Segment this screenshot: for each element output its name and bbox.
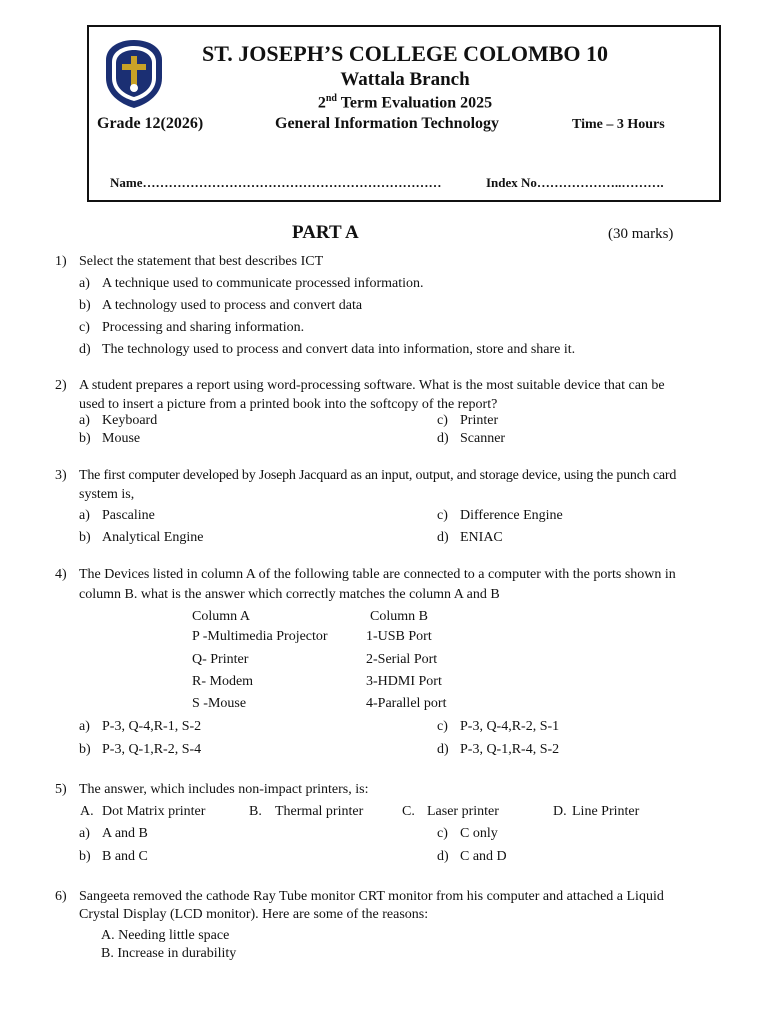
column-a-header: Column A — [192, 609, 250, 624]
option-label: c) — [437, 508, 448, 523]
option-text: C and D — [460, 849, 507, 864]
option-label: c) — [437, 719, 448, 734]
option-label: a) — [79, 826, 90, 841]
question-text: system is, — [79, 487, 135, 502]
question-text: Crystal Display (LCD monitor). Here are some of the reasons: — [79, 907, 429, 922]
subject-label: General Information Technology — [275, 115, 500, 132]
option-text: C only — [460, 826, 498, 841]
question-number: 3) — [55, 468, 67, 483]
option-text: Difference Engine — [460, 508, 563, 523]
option-text: A technique used to communicate processed information. — [102, 276, 424, 291]
option-label: a) — [79, 413, 90, 428]
option-label: b) — [79, 849, 91, 864]
question-text: column B. what is the answer which correctly matches the column A and B — [79, 587, 500, 602]
column-b-cell: 2-Serial Port — [366, 652, 438, 667]
part-marks: (30 marks) — [608, 226, 674, 242]
option-label: b) — [79, 298, 91, 313]
option-label: a) — [79, 276, 90, 291]
option-text: Processing and sharing information. — [102, 320, 305, 335]
item-label: B. — [249, 804, 262, 819]
option-text: Pascaline — [102, 508, 155, 523]
option-label: d) — [437, 742, 449, 757]
grade-label: Grade 12(2026) — [97, 115, 204, 132]
option-label: d) — [437, 431, 449, 446]
question-text: The Devices listed in column A of the following table are connected to a computer with the ports shown in — [79, 567, 676, 582]
option-text: P-3, Q-1,R-4, S-2 — [460, 742, 560, 757]
school-name: ST. JOSEPH’S COLLEGE COLOMBO 10 — [201, 41, 609, 66]
question-text: Select the statement that best describes ICT — [79, 254, 324, 269]
option-label: a) — [79, 719, 90, 734]
part-title: PART A — [292, 222, 359, 243]
index-field: Index No………………..………. — [486, 175, 664, 190]
option-text: Keyboard — [102, 413, 158, 428]
item-text: Dot Matrix printer — [102, 804, 206, 819]
option-label: b) — [79, 431, 91, 446]
reason-item: B. Increase in durability — [101, 946, 237, 961]
column-a-cell: P -Multimedia Projector — [192, 629, 328, 644]
option-text: P-3, Q-4,R-2, S-1 — [460, 719, 560, 734]
option-text: B and C — [102, 849, 148, 864]
option-text: Scanner — [460, 431, 506, 446]
option-label: c) — [437, 413, 448, 428]
column-a-cell: R- Modem — [192, 674, 254, 689]
option-label: b) — [79, 530, 91, 545]
question-text: used to insert a picture from a printed book into the softcopy of the report? — [79, 397, 498, 412]
option-text: Printer — [460, 413, 499, 428]
item-text: Thermal printer — [275, 804, 364, 819]
option-text: A technology used to process and convert data — [102, 298, 363, 313]
item-text: Line Printer — [572, 804, 640, 819]
option-text: A and B — [102, 826, 148, 841]
question-text: Sangeeta removed the cathode Ray Tube monitor CRT monitor from his computer and attached a Liquid — [79, 889, 664, 904]
question-text: A student prepares a report using word-processing software. What is the most suitable device that can be — [79, 378, 665, 393]
item-label: D. — [553, 804, 567, 819]
term-title: 2nd Term Evaluation 2025 — [317, 93, 493, 112]
time-label: Time – 3 Hours — [572, 117, 665, 132]
name-field: Name…………………………………………………………… — [110, 175, 442, 190]
item-label: A. — [80, 804, 94, 819]
reason-item: A. Needing little space — [101, 928, 230, 943]
option-label: d) — [437, 530, 449, 545]
question-number: 5) — [55, 782, 67, 797]
option-label: d) — [79, 342, 91, 357]
question-number: 6) — [55, 889, 67, 904]
item-text: Laser printer — [427, 804, 499, 819]
option-text: Mouse — [102, 431, 141, 446]
option-text: Analytical Engine — [102, 530, 204, 545]
question-number: 4) — [55, 567, 67, 582]
option-label: b) — [79, 742, 91, 757]
option-text: P-3, Q-1,R-2, S-4 — [102, 742, 202, 757]
item-label: C. — [402, 804, 415, 819]
option-label: c) — [79, 320, 90, 335]
question-number: 1) — [55, 254, 67, 269]
question-number: 2) — [55, 378, 67, 393]
option-label: a) — [79, 508, 90, 523]
question-text: The answer, which includes non-impact printers, is: — [79, 782, 369, 797]
column-a-cell: S -Mouse — [192, 696, 247, 711]
column-b-cell: 3-HDMI Port — [366, 674, 442, 689]
question-text: The first computer developed by Joseph Jacquard as an input, output, and storage device, using the punch card — [79, 468, 677, 483]
option-text: The technology used to process and convert data into information, store and share it. — [102, 342, 576, 357]
column-b-cell: 1-USB Port — [366, 629, 432, 644]
column-a-cell: Q- Printer — [192, 652, 249, 667]
option-label: d) — [437, 849, 449, 864]
column-b-header: Column B — [370, 609, 428, 624]
option-label: c) — [437, 826, 448, 841]
option-text: P-3, Q-4,R-1, S-2 — [102, 719, 202, 734]
branch-name: Wattala Branch — [340, 69, 470, 90]
option-text: ENIAC — [460, 530, 503, 545]
column-b-cell: 4-Parallel port — [366, 696, 447, 711]
